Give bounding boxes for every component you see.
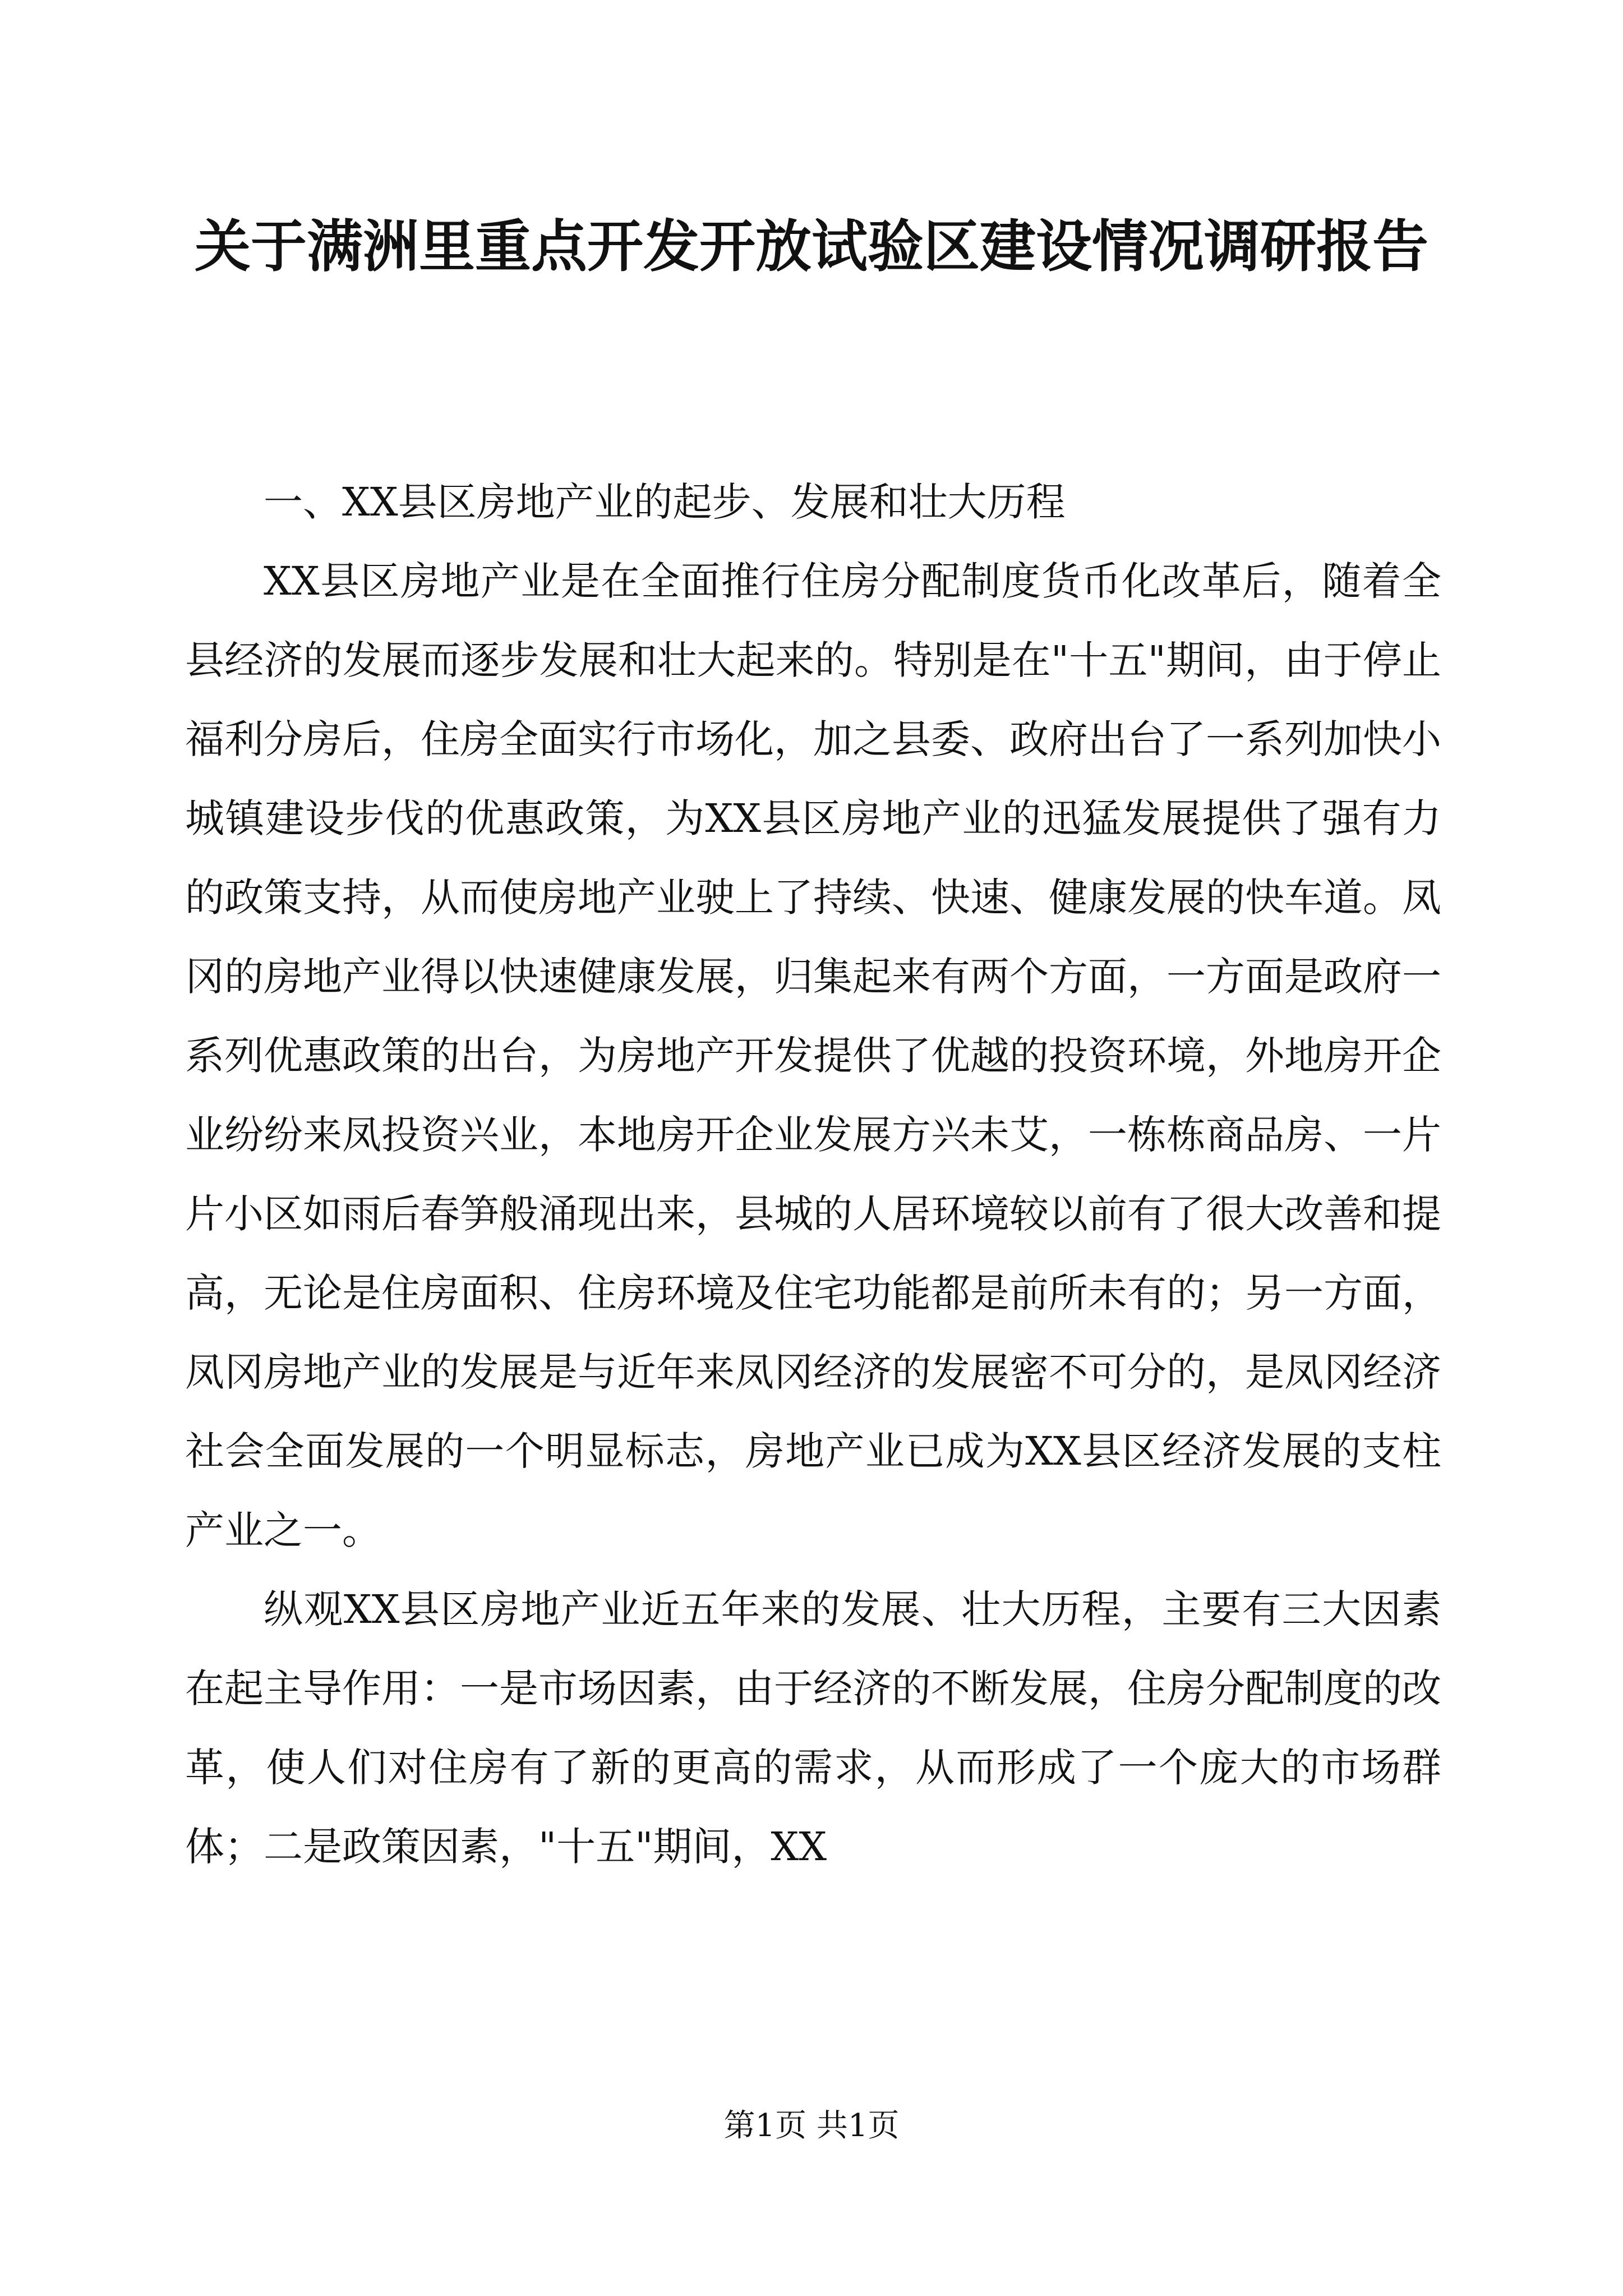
body-paragraph: 纵观XX县区房地产业近五年来的发展、壮大历程，主要有三大因素在起主导作用：一是市场因素，由于经济的不断发展，住房分配制度的改革，使人们对住房有了新的更高的需求，从而形成了一个庞大的市场群体；二是政策因素，"十五"期间，XX bbox=[185, 1586, 1441, 1870]
document-body bbox=[185, 463, 1441, 1887]
body-paragraph: XX县区房地产业是在全面推行住房分配制度货币化改革后，随着全县经济的发展而逐步发展和壮大起来的。特别是在"十五"期间，由于停止福利分房后，住房全面实行市场化，加之县委、政府出台了一系列加快小城镇建设步伐的优惠政策，为XX县区房地产业的迅猛发展提供了强有力的政策支持，从而使房地产业驶上了持续、快速、健康发展的快车道。凤冈的房地产业得以快速健康发展，归集起来有两个方面，一方面是政府一系列优惠政策的出台，为房地产开发提供了优越的投资环境，外地房开企业纷纷来凤投资兴业，本地房开企业发展方兴未艾，一栋栋商品房、一片片小区如雨后春笋般涌现出来，县城的人居环境较以前有了很大改善和提高，无论是住房面积、住房环境及住宅功能都是前所未有的；另一方面，凤冈房地产业的发展是与近年来凤冈经济的发展密不可分的，是凤冈经济社会全面发展的一个明显标志，房地产业已成为XX县区经济发展的支柱产业之一。 bbox=[185, 558, 1441, 1553]
section-heading: 一、XX县区房地产业的起步、发展和壮大历程 bbox=[264, 479, 1066, 525]
document-title: 关于满洲里重点开发开放试验区建设情况调研报告 bbox=[195, 214, 1428, 279]
page-number-footer: 第1页 共1页 bbox=[723, 2108, 900, 2144]
